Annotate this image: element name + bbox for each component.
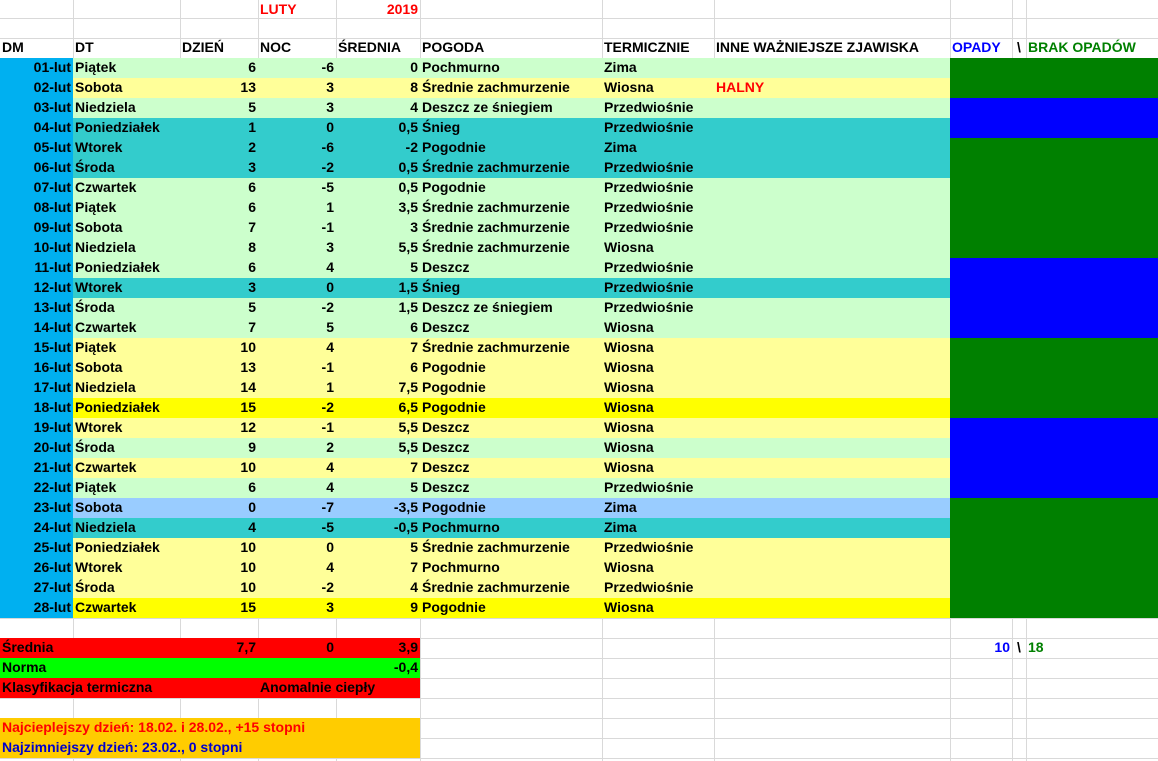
cell-date[interactable]: 10-lut: [33, 239, 71, 255]
cell-thermal[interactable]: Przedwiośnie: [604, 159, 694, 175]
cell-night-temp[interactable]: -1: [321, 359, 334, 375]
cell-avg-temp[interactable]: 1,5: [398, 279, 418, 295]
cell-date[interactable]: 19-lut: [33, 419, 71, 435]
cell-day[interactable]: Poniedziałek: [75, 119, 160, 135]
cell-weather[interactable]: Średnie zachmurzenie: [422, 239, 570, 255]
cell-avg-temp[interactable]: 9: [410, 599, 418, 615]
cell-day[interactable]: Sobota: [75, 499, 123, 515]
cell-avg-temp[interactable]: 3: [410, 219, 418, 235]
precip-indicator: [950, 118, 1158, 138]
dry-days-count[interactable]: 18: [1028, 639, 1044, 655]
no-precip-indicator: [950, 238, 1158, 258]
cell-thermal[interactable]: Wiosna: [604, 559, 654, 575]
cell-night-temp[interactable]: 3: [326, 99, 334, 115]
cell-day[interactable]: Niedziela: [75, 519, 136, 535]
no-precip-indicator: [950, 58, 1158, 78]
no-precip-indicator: [950, 218, 1158, 238]
cell-thermal[interactable]: Wiosna: [604, 459, 654, 475]
cell-date[interactable]: 17-lut: [33, 379, 71, 395]
cell-event[interactable]: [714, 378, 950, 398]
cell-event[interactable]: [714, 218, 950, 238]
cell-date[interactable]: 03-lut: [33, 99, 71, 115]
cell-day-temp[interactable]: 13: [240, 79, 256, 95]
cell-event[interactable]: [714, 538, 950, 558]
cell-day-temp[interactable]: 0: [248, 499, 256, 515]
header-opady[interactable]: OPADY: [952, 39, 1001, 55]
no-precip-indicator: [950, 518, 1158, 538]
cell-weather[interactable]: Deszcz: [422, 479, 470, 495]
cell-day-temp[interactable]: 15: [240, 599, 256, 615]
cell-thermal[interactable]: Zima: [604, 499, 637, 515]
cell-weather[interactable]: Deszcz ze śniegiem: [422, 99, 553, 115]
cell-event[interactable]: [714, 418, 950, 438]
no-precip-indicator: [950, 498, 1158, 518]
cell-thermal[interactable]: Wiosna: [604, 319, 654, 335]
cell-day[interactable]: Wtorek: [75, 279, 123, 295]
cell-avg-temp[interactable]: 6: [410, 359, 418, 375]
no-precip-indicator: [950, 158, 1158, 178]
cell-date[interactable]: 05-lut: [33, 139, 71, 155]
header-dm[interactable]: DM: [2, 39, 24, 55]
header-pogoda[interactable]: POGODA: [422, 39, 485, 55]
cell-event[interactable]: [714, 558, 950, 578]
cell-day[interactable]: Niedziela: [75, 239, 136, 255]
cell-night-temp[interactable]: 4: [326, 479, 334, 495]
cell-event[interactable]: [714, 338, 950, 358]
header-termicznie[interactable]: TERMICZNIE: [604, 39, 690, 55]
cell-date[interactable]: 18-lut: [33, 399, 71, 415]
cell-date[interactable]: 06-lut: [33, 159, 71, 175]
cell-day-temp[interactable]: 7: [248, 219, 256, 235]
cell-event[interactable]: [714, 118, 950, 138]
cell-day-temp[interactable]: 1: [248, 119, 256, 135]
cell-date[interactable]: 02-lut: [33, 79, 71, 95]
cell-date[interactable]: 09-lut: [33, 219, 71, 235]
cell-avg-temp[interactable]: 8: [410, 79, 418, 95]
row-gridline: [0, 18, 1158, 19]
cell-weather[interactable]: Śnieg: [422, 119, 461, 135]
cell-date[interactable]: 16-lut: [33, 359, 71, 375]
cell-night-temp[interactable]: -7: [321, 499, 334, 515]
cell-event[interactable]: [714, 518, 950, 538]
header-dzien[interactable]: DZIEŃ: [182, 39, 224, 55]
cell-event[interactable]: [714, 138, 950, 158]
cell-avg-temp[interactable]: 3,5: [398, 199, 418, 215]
cell-day[interactable]: Piątek: [75, 199, 117, 215]
cell-thermal[interactable]: Wiosna: [604, 379, 654, 395]
cell-day-temp[interactable]: 10: [240, 459, 256, 475]
cell-day-temp[interactable]: 5: [248, 99, 256, 115]
cell-thermal[interactable]: Przedwiośnie: [604, 479, 694, 495]
cell-date[interactable]: 11-lut: [34, 259, 71, 275]
cell-night-temp[interactable]: 3: [326, 599, 334, 615]
cell-thermal[interactable]: Przedwiośnie: [604, 179, 694, 195]
cell-day[interactable]: Sobota: [75, 219, 123, 235]
cell-event[interactable]: [714, 498, 950, 518]
norm-label[interactable]: Norma: [2, 659, 47, 675]
cell-day-temp[interactable]: 13: [240, 359, 256, 375]
cell-day[interactable]: Poniedziałek: [75, 399, 160, 415]
cell-night-temp[interactable]: -5: [321, 179, 334, 195]
title-year[interactable]: 2019: [386, 1, 418, 17]
cell-date[interactable]: 24-lut: [33, 519, 71, 535]
header-dt[interactable]: DT: [75, 39, 94, 55]
cell-thermal[interactable]: Zima: [604, 519, 637, 535]
cell-day[interactable]: Wtorek: [75, 139, 123, 155]
cell-weather[interactable]: Deszcz: [422, 459, 470, 475]
cell-night-temp[interactable]: 4: [326, 559, 334, 575]
cell-avg-temp[interactable]: 0: [410, 59, 418, 75]
cell-night-temp[interactable]: 5: [326, 319, 334, 335]
cell-date[interactable]: 21-lut: [33, 459, 71, 475]
cell-weather[interactable]: Pochmurno: [422, 559, 500, 575]
cell-weather[interactable]: Pogodnie: [422, 379, 486, 395]
row-gridline: [0, 618, 1158, 619]
cell-weather[interactable]: Pogodnie: [422, 599, 486, 615]
precip-days-count[interactable]: 10: [994, 639, 1010, 655]
cell-day-temp[interactable]: 7: [248, 319, 256, 335]
cell-thermal[interactable]: Zima: [604, 59, 637, 75]
cell-event[interactable]: [714, 258, 950, 278]
precip-indicator: [950, 278, 1158, 298]
cell-night-temp[interactable]: 4: [326, 459, 334, 475]
cell-day-temp[interactable]: 9: [248, 439, 256, 455]
row-gridline: [0, 698, 1158, 699]
cell-date[interactable]: 08-lut: [33, 199, 71, 215]
cell-weather[interactable]: Średnie zachmurzenie: [422, 339, 570, 355]
cell-weather[interactable]: Pogodnie: [422, 139, 486, 155]
cell-event[interactable]: [714, 98, 950, 118]
cell-weather[interactable]: Pogodnie: [422, 179, 486, 195]
cell-day-temp[interactable]: 6: [248, 479, 256, 495]
cell-night-temp[interactable]: -2: [321, 579, 334, 595]
cell-weather[interactable]: Deszcz ze śniegiem: [422, 299, 553, 315]
cell-day-temp[interactable]: 10: [240, 539, 256, 555]
cell-day-temp[interactable]: 10: [240, 339, 256, 355]
precip-indicator: [950, 438, 1158, 458]
cell-event[interactable]: [714, 578, 950, 598]
cell-night-temp[interactable]: -2: [321, 159, 334, 175]
no-precip-indicator: [950, 558, 1158, 578]
cell-event[interactable]: [714, 298, 950, 318]
cell-day[interactable]: Sobota: [75, 79, 123, 95]
cell-night-temp[interactable]: 3: [326, 239, 334, 255]
cell-date[interactable]: 22-lut: [33, 479, 71, 495]
cell-event[interactable]: [714, 178, 950, 198]
cell-date[interactable]: 04-lut: [33, 119, 71, 135]
precip-indicator: [950, 478, 1158, 498]
cell-day[interactable]: Wtorek: [75, 419, 123, 435]
cell-avg-temp[interactable]: 6,5: [398, 399, 418, 415]
cell-weather[interactable]: Pochmurno: [422, 59, 500, 75]
cell-thermal[interactable]: Wiosna: [604, 439, 654, 455]
cell-date[interactable]: 20-lut: [33, 439, 71, 455]
cell-day[interactable]: Piątek: [75, 479, 117, 495]
cell-night-temp[interactable]: -5: [321, 519, 334, 535]
cell-avg-temp[interactable]: 5: [410, 479, 418, 495]
no-precip-indicator: [950, 198, 1158, 218]
no-precip-indicator: [950, 398, 1158, 418]
header-brak-opadow[interactable]: BRAK OPADÓW: [1028, 39, 1136, 55]
precip-indicator: [950, 258, 1158, 278]
cell-day[interactable]: Czwartek: [75, 459, 137, 475]
mean-low[interactable]: 0: [326, 639, 334, 655]
header-separator[interactable]: \: [1017, 39, 1021, 55]
cell-event[interactable]: HALNY: [716, 79, 765, 95]
norm-value[interactable]: -0,4: [393, 659, 418, 675]
cell-date[interactable]: 23-lut: [33, 499, 71, 515]
cell-event[interactable]: [714, 478, 950, 498]
cell-weather[interactable]: Śnieg: [422, 279, 461, 295]
cell-night-temp[interactable]: 0: [326, 119, 334, 135]
cell-thermal[interactable]: Wiosna: [604, 359, 654, 375]
cell-date[interactable]: 12-lut: [33, 279, 71, 295]
cell-day[interactable]: Piątek: [75, 59, 117, 75]
cell-avg-temp[interactable]: 4: [410, 99, 418, 115]
cell-event[interactable]: [714, 598, 950, 618]
cell-avg-temp[interactable]: 7: [410, 559, 418, 575]
cell-day[interactable]: Poniedziałek: [75, 259, 160, 275]
cell-thermal[interactable]: Przedwiośnie: [604, 579, 694, 595]
no-precip-indicator: [950, 538, 1158, 558]
cell-night-temp[interactable]: 1: [326, 199, 334, 215]
cell-avg-temp[interactable]: 5,5: [398, 439, 418, 455]
cell-avg-temp[interactable]: -0,5: [393, 519, 418, 535]
no-precip-indicator: [950, 598, 1158, 618]
cell-thermal[interactable]: Wiosna: [604, 239, 654, 255]
cell-weather[interactable]: Średnie zachmurzenie: [422, 539, 570, 555]
cell-weather[interactable]: Średnie zachmurzenie: [422, 159, 570, 175]
cell-night-temp[interactable]: -2: [321, 399, 334, 415]
cell-day-temp[interactable]: 12: [240, 419, 256, 435]
header-noc[interactable]: NOC: [260, 39, 292, 55]
cell-avg-temp[interactable]: 5,5: [398, 239, 418, 255]
cell-avg-temp[interactable]: 5,5: [398, 419, 418, 435]
classification-value[interactable]: Anomalnie ciepły: [260, 679, 376, 695]
precip-indicator: [950, 458, 1158, 478]
cell-day-temp[interactable]: 15: [240, 399, 256, 415]
cell-thermal[interactable]: Przedwiośnie: [604, 119, 694, 135]
cell-weather[interactable]: Pogodnie: [422, 499, 486, 515]
mean-high[interactable]: 7,7: [236, 639, 256, 655]
cell-day[interactable]: Sobota: [75, 359, 123, 375]
cell-day-temp[interactable]: 8: [248, 239, 256, 255]
cell-date[interactable]: 26-lut: [33, 559, 71, 575]
cell-avg-temp[interactable]: 1,5: [398, 299, 418, 315]
cell-avg-temp[interactable]: 7,5: [398, 379, 418, 395]
cell-night-temp[interactable]: -6: [321, 139, 334, 155]
cell-avg-temp[interactable]: 5: [410, 539, 418, 555]
cell-thermal[interactable]: Przedwiośnie: [604, 99, 694, 115]
cell-event[interactable]: [714, 58, 950, 78]
title-month[interactable]: LUTY: [260, 1, 297, 17]
cell-avg-temp[interactable]: 7: [410, 339, 418, 355]
cell-avg-temp[interactable]: 0,5: [398, 179, 418, 195]
cell-weather[interactable]: Średnie zachmurzenie: [422, 79, 570, 95]
cell-night-temp[interactable]: -1: [321, 419, 334, 435]
cell-event[interactable]: [714, 158, 950, 178]
row-gridline: [0, 758, 1158, 759]
cell-day-temp[interactable]: 6: [248, 59, 256, 75]
cell-day[interactable]: Niedziela: [75, 99, 136, 115]
cell-day-temp[interactable]: 6: [248, 199, 256, 215]
cell-day[interactable]: Wtorek: [75, 559, 123, 575]
cell-avg-temp[interactable]: 0,5: [398, 159, 418, 175]
cell-weather[interactable]: Średnie zachmurzenie: [422, 199, 570, 215]
cell-night-temp[interactable]: 2: [326, 439, 334, 455]
cell-date[interactable]: 13-lut: [33, 299, 71, 315]
cell-weather[interactable]: Pogodnie: [422, 359, 486, 375]
cell-day[interactable]: Środa: [75, 579, 115, 595]
no-precip-indicator: [950, 578, 1158, 598]
cell-thermal[interactable]: Przedwiośnie: [604, 199, 694, 215]
cell-weather[interactable]: Pochmurno: [422, 519, 500, 535]
cell-day[interactable]: Środa: [75, 299, 115, 315]
cell-night-temp[interactable]: 0: [326, 279, 334, 295]
no-precip-indicator: [950, 338, 1158, 358]
cell-day[interactable]: Niedziela: [75, 379, 136, 395]
cell-day[interactable]: Czwartek: [75, 179, 137, 195]
cell-weather[interactable]: Pogodnie: [422, 399, 486, 415]
cell-date[interactable]: 14-lut: [33, 319, 71, 335]
warmest-day-note[interactable]: Najcieplejszy dzień: 18.02. i 28.02., +15 stopni: [2, 719, 306, 735]
summary-separator[interactable]: \: [1017, 639, 1021, 655]
cell-avg-temp[interactable]: -2: [405, 139, 418, 155]
classification-label[interactable]: Klasyfikacja termiczna: [2, 679, 153, 695]
no-precip-indicator: [950, 358, 1158, 378]
cell-day-temp[interactable]: 6: [248, 179, 256, 195]
cell-day[interactable]: Środa: [75, 439, 115, 455]
cell-thermal[interactable]: Zima: [604, 139, 637, 155]
cell-day-temp[interactable]: 10: [240, 559, 256, 575]
precip-indicator: [950, 98, 1158, 118]
cell-night-temp[interactable]: 4: [326, 339, 334, 355]
cell-event[interactable]: [714, 278, 950, 298]
cell-avg-temp[interactable]: 0,5: [398, 119, 418, 135]
cell-thermal[interactable]: Przedwiośnie: [604, 279, 694, 295]
no-precip-indicator: [950, 178, 1158, 198]
cell-thermal[interactable]: Przedwiośnie: [604, 539, 694, 555]
cell-day-temp[interactable]: 3: [248, 279, 256, 295]
precip-indicator: [950, 318, 1158, 338]
cell-event[interactable]: [714, 358, 950, 378]
cell-thermal[interactable]: Wiosna: [604, 79, 654, 95]
cell-event[interactable]: [714, 458, 950, 478]
no-precip-indicator: [950, 138, 1158, 158]
cell-day[interactable]: Środa: [75, 159, 115, 175]
cell-night-temp[interactable]: -1: [321, 219, 334, 235]
cell-night-temp[interactable]: 0: [326, 539, 334, 555]
cell-weather[interactable]: Średnie zachmurzenie: [422, 219, 570, 235]
cell-thermal[interactable]: Przedwiośnie: [604, 259, 694, 275]
cell-day-temp[interactable]: 4: [248, 519, 256, 535]
cell-event[interactable]: [714, 438, 950, 458]
cell-weather[interactable]: Średnie zachmurzenie: [422, 579, 570, 595]
header-inne-zjawiska[interactable]: INNE WAŻNIEJSZE ZJAWISKA: [716, 39, 920, 55]
cell-thermal[interactable]: Wiosna: [604, 599, 654, 615]
cell-event[interactable]: [714, 398, 950, 418]
cell-night-temp[interactable]: 4: [326, 259, 334, 275]
cell-date[interactable]: 01-lut: [33, 59, 71, 75]
cell-night-temp[interactable]: -2: [321, 299, 334, 315]
cell-avg-temp[interactable]: -3,5: [393, 499, 418, 515]
mean-avg[interactable]: 3,9: [398, 639, 418, 655]
cell-weather[interactable]: Deszcz: [422, 319, 470, 335]
cell-day-temp[interactable]: 10: [240, 579, 256, 595]
cell-day[interactable]: Piątek: [75, 339, 117, 355]
coldest-day-note[interactable]: Najzimniejszy dzień: 23.02., 0 stopni: [2, 739, 243, 755]
cell-date[interactable]: 15-lut: [33, 339, 71, 355]
no-precip-indicator: [950, 378, 1158, 398]
cell-event[interactable]: [714, 238, 950, 258]
cell-date[interactable]: 28-lut: [33, 599, 71, 615]
cell-thermal[interactable]: Wiosna: [604, 399, 654, 415]
cell-event[interactable]: [714, 318, 950, 338]
cell-day-temp[interactable]: 2: [248, 139, 256, 155]
cell-avg-temp[interactable]: 6: [410, 319, 418, 335]
cell-day[interactable]: Czwartek: [75, 599, 137, 615]
cell-night-temp[interactable]: -6: [321, 59, 334, 75]
cell-weather[interactable]: Deszcz: [422, 439, 470, 455]
cell-avg-temp[interactable]: 4: [410, 579, 418, 595]
cell-avg-temp[interactable]: 7: [410, 459, 418, 475]
cell-thermal[interactable]: Wiosna: [604, 419, 654, 435]
cell-weather[interactable]: Deszcz: [422, 419, 470, 435]
cell-day[interactable]: Czwartek: [75, 319, 137, 335]
cell-thermal[interactable]: Przedwiośnie: [604, 219, 694, 235]
cell-thermal[interactable]: Przedwiośnie: [604, 299, 694, 315]
cell-date[interactable]: 07-lut: [33, 179, 71, 195]
cell-day-temp[interactable]: 3: [248, 159, 256, 175]
precip-indicator: [950, 418, 1158, 438]
mean-label[interactable]: Średnia: [2, 639, 54, 655]
cell-day-temp[interactable]: 14: [240, 379, 256, 395]
cell-avg-temp[interactable]: 5: [410, 259, 418, 275]
cell-event[interactable]: [714, 198, 950, 218]
cell-day[interactable]: Poniedziałek: [75, 539, 160, 555]
header-srednia[interactable]: ŚREDNIA: [338, 39, 402, 55]
cell-date[interactable]: 25-lut: [33, 539, 71, 555]
cell-thermal[interactable]: Wiosna: [604, 339, 654, 355]
cell-night-temp[interactable]: 3: [326, 79, 334, 95]
cell-weather[interactable]: Deszcz: [422, 259, 470, 275]
precip-indicator: [950, 298, 1158, 318]
cell-night-temp[interactable]: 1: [326, 379, 334, 395]
cell-day-temp[interactable]: 6: [248, 259, 256, 275]
cell-date[interactable]: 27-lut: [33, 579, 71, 595]
no-precip-indicator: [950, 78, 1158, 98]
cell-day-temp[interactable]: 5: [248, 299, 256, 315]
